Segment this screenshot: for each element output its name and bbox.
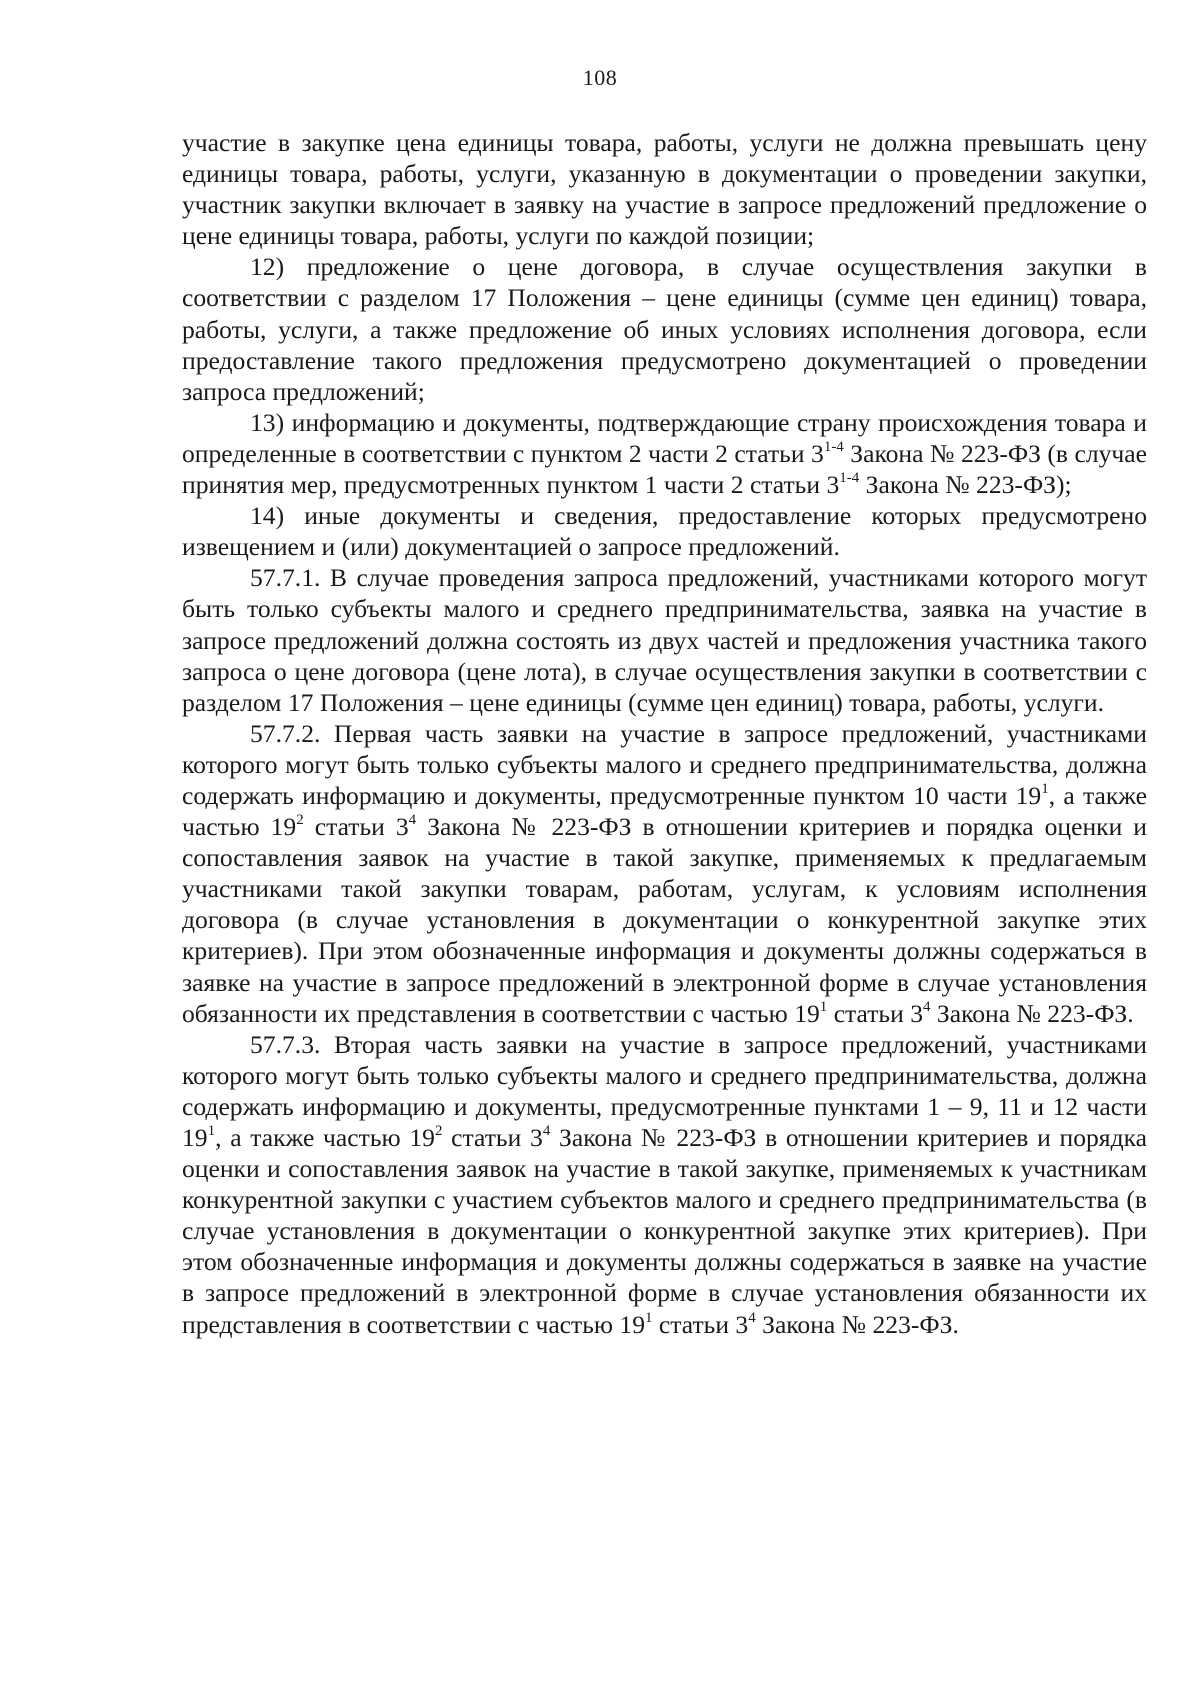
paragraph-text-segment: , а также частью 19 (182, 780, 1147, 842)
paragraph-text-segment: 57.7.2. Первая часть заявки на участие в запросе предложений, участниками которого могут быть только субъекты малого и среднего предпринимательства, должна содержать информацию и документы, предусмотренные пунктом 10 части 19 (182, 718, 1147, 810)
paragraph-text-segment: статьи 3 (303, 812, 409, 842)
paragraph-text-segment: , а также частью 19 (215, 1123, 435, 1152)
superscript: 4 (748, 1309, 756, 1326)
paragraph-item-14 (182, 500, 1147, 562)
superscript: 4 (542, 1123, 551, 1139)
paragraph-57-7-3 (182, 1029, 1147, 1340)
paragraph-text: 14) иные документы и сведения, предоставление которых предусмотрено извещением и (или) документацией о запросе предложений. (182, 501, 1147, 562)
paragraph-text-segment: 13) информацию и документы, подтверждающие страну происхождения товара и определенные в соответствии с пунктом 2 части 2 статьи 3 (182, 407, 1147, 468)
paragraph-item-13 (182, 407, 1147, 500)
superscript: 1 (1041, 780, 1049, 797)
paragraph-text-segment: 57.7.3. Вторая часть заявки на участие в запросе предложений, участниками которого могут быть только субъекты малого и среднего предпринимательства, должна содержать информацию и документы, предусмотренные пунктами 1 – 9, 11 и 12 части 19 (182, 1029, 1147, 1152)
paragraph-text-segment: статьи 3 (442, 1123, 543, 1152)
paragraph-text: 12) предложение о цене договора, в случае осуществления закупки в соответствии с разделом 17 Положения – цене единицы (сумме цен единиц) товара, работы, услуги, а также предложение об иных условиях исполнения договора, если предоставление такого предложения предусмотрено документацией о проведении запроса предложений; (182, 252, 1147, 406)
superscript: 4 (923, 998, 931, 1015)
paragraph-text-segment: Закона № 223-ФЗ в отношении критериев и порядка оценки и сопоставления заявок на участие в такой закупке, применяемых к участникам конкурентной закупки с участием субъектов малого и среднего предпринимательства (в случае установления в документации о конкурентной закупке этих критериев). При этом обозначенные информация и документы должны содержаться в заявке на участие в запросе предложений в электронной форме в случае установления обязанности их представления в соответствии с частью 19 (182, 1123, 1148, 1339)
paragraph-text-segment: статьи 3 (827, 998, 923, 1028)
superscript: 4 (408, 812, 417, 829)
superscript: 2 (296, 812, 304, 829)
paragraph-item-12 (182, 251, 1147, 406)
paragraph-text-segment: Закона № 223-ФЗ (в случае принятия мер, предусмотренных пунктом 1 части 2 статьи 3 (182, 438, 1147, 500)
paragraph-text-segment: Закона № 223-ФЗ); (859, 470, 1072, 500)
paragraph-text: участие в закупке цена единицы товара, работы, услуги не должна превышать цену единицы товара, работы, услуги, указанную в документации о проведении закупки, участник закупки включает в заявку на участие в запросе предложений предложение о цене единицы товара, работы, услуги по каждой позиции; (182, 128, 1147, 251)
paragraph-text-segment: Закона № 223-ФЗ. (930, 998, 1134, 1028)
superscript: 1 (645, 1309, 653, 1326)
superscript: 1-4 (823, 438, 844, 455)
page-number: 108 (582, 65, 618, 90)
superscript: 1-4 (839, 470, 860, 487)
paragraph-text-segment: Закона № 223-ФЗ. (755, 1309, 959, 1339)
superscript: 1 (207, 1123, 216, 1139)
document-body (182, 127, 1147, 1340)
paragraph-text-segment: статьи 3 (652, 1309, 749, 1339)
superscript: 2 (434, 1123, 443, 1139)
paragraph-text-segment: Закона № 223-ФЗ в отношении критериев и порядка оценки и сопоставления заявок на участие в такой закупке, применяемых к предлагаемым участниками такой закупки товарам, работам, услугам, к условиям исполнения договора (в случае установления в документации о конкурентной закупке этих критериев). При этом обозначенные информация и документы должны содержаться в заявке на участие в запросе предложений в электронной форме в случае установления обязанности их представления в соответствии с частью 19 (182, 812, 1148, 1028)
paragraph-continuation (182, 127, 1147, 251)
superscript: 1 (819, 998, 828, 1015)
paragraph-57-7-1 (182, 562, 1147, 717)
paragraph-57-7-2 (182, 718, 1147, 1029)
paragraph-text: 57.7.1. В случае проведения запроса предложений, участниками которого могут быть только субъекты малого и среднего предпринимательства, заявка на участие в запросе предложений должна состоять из двух частей и предложения участника такого запроса о цене договора (цене лота), в случае осуществления закупки в соответствии с разделом 17 Положения – цене единицы (сумме цен единиц) товара, работы, услуги. (182, 563, 1147, 717)
